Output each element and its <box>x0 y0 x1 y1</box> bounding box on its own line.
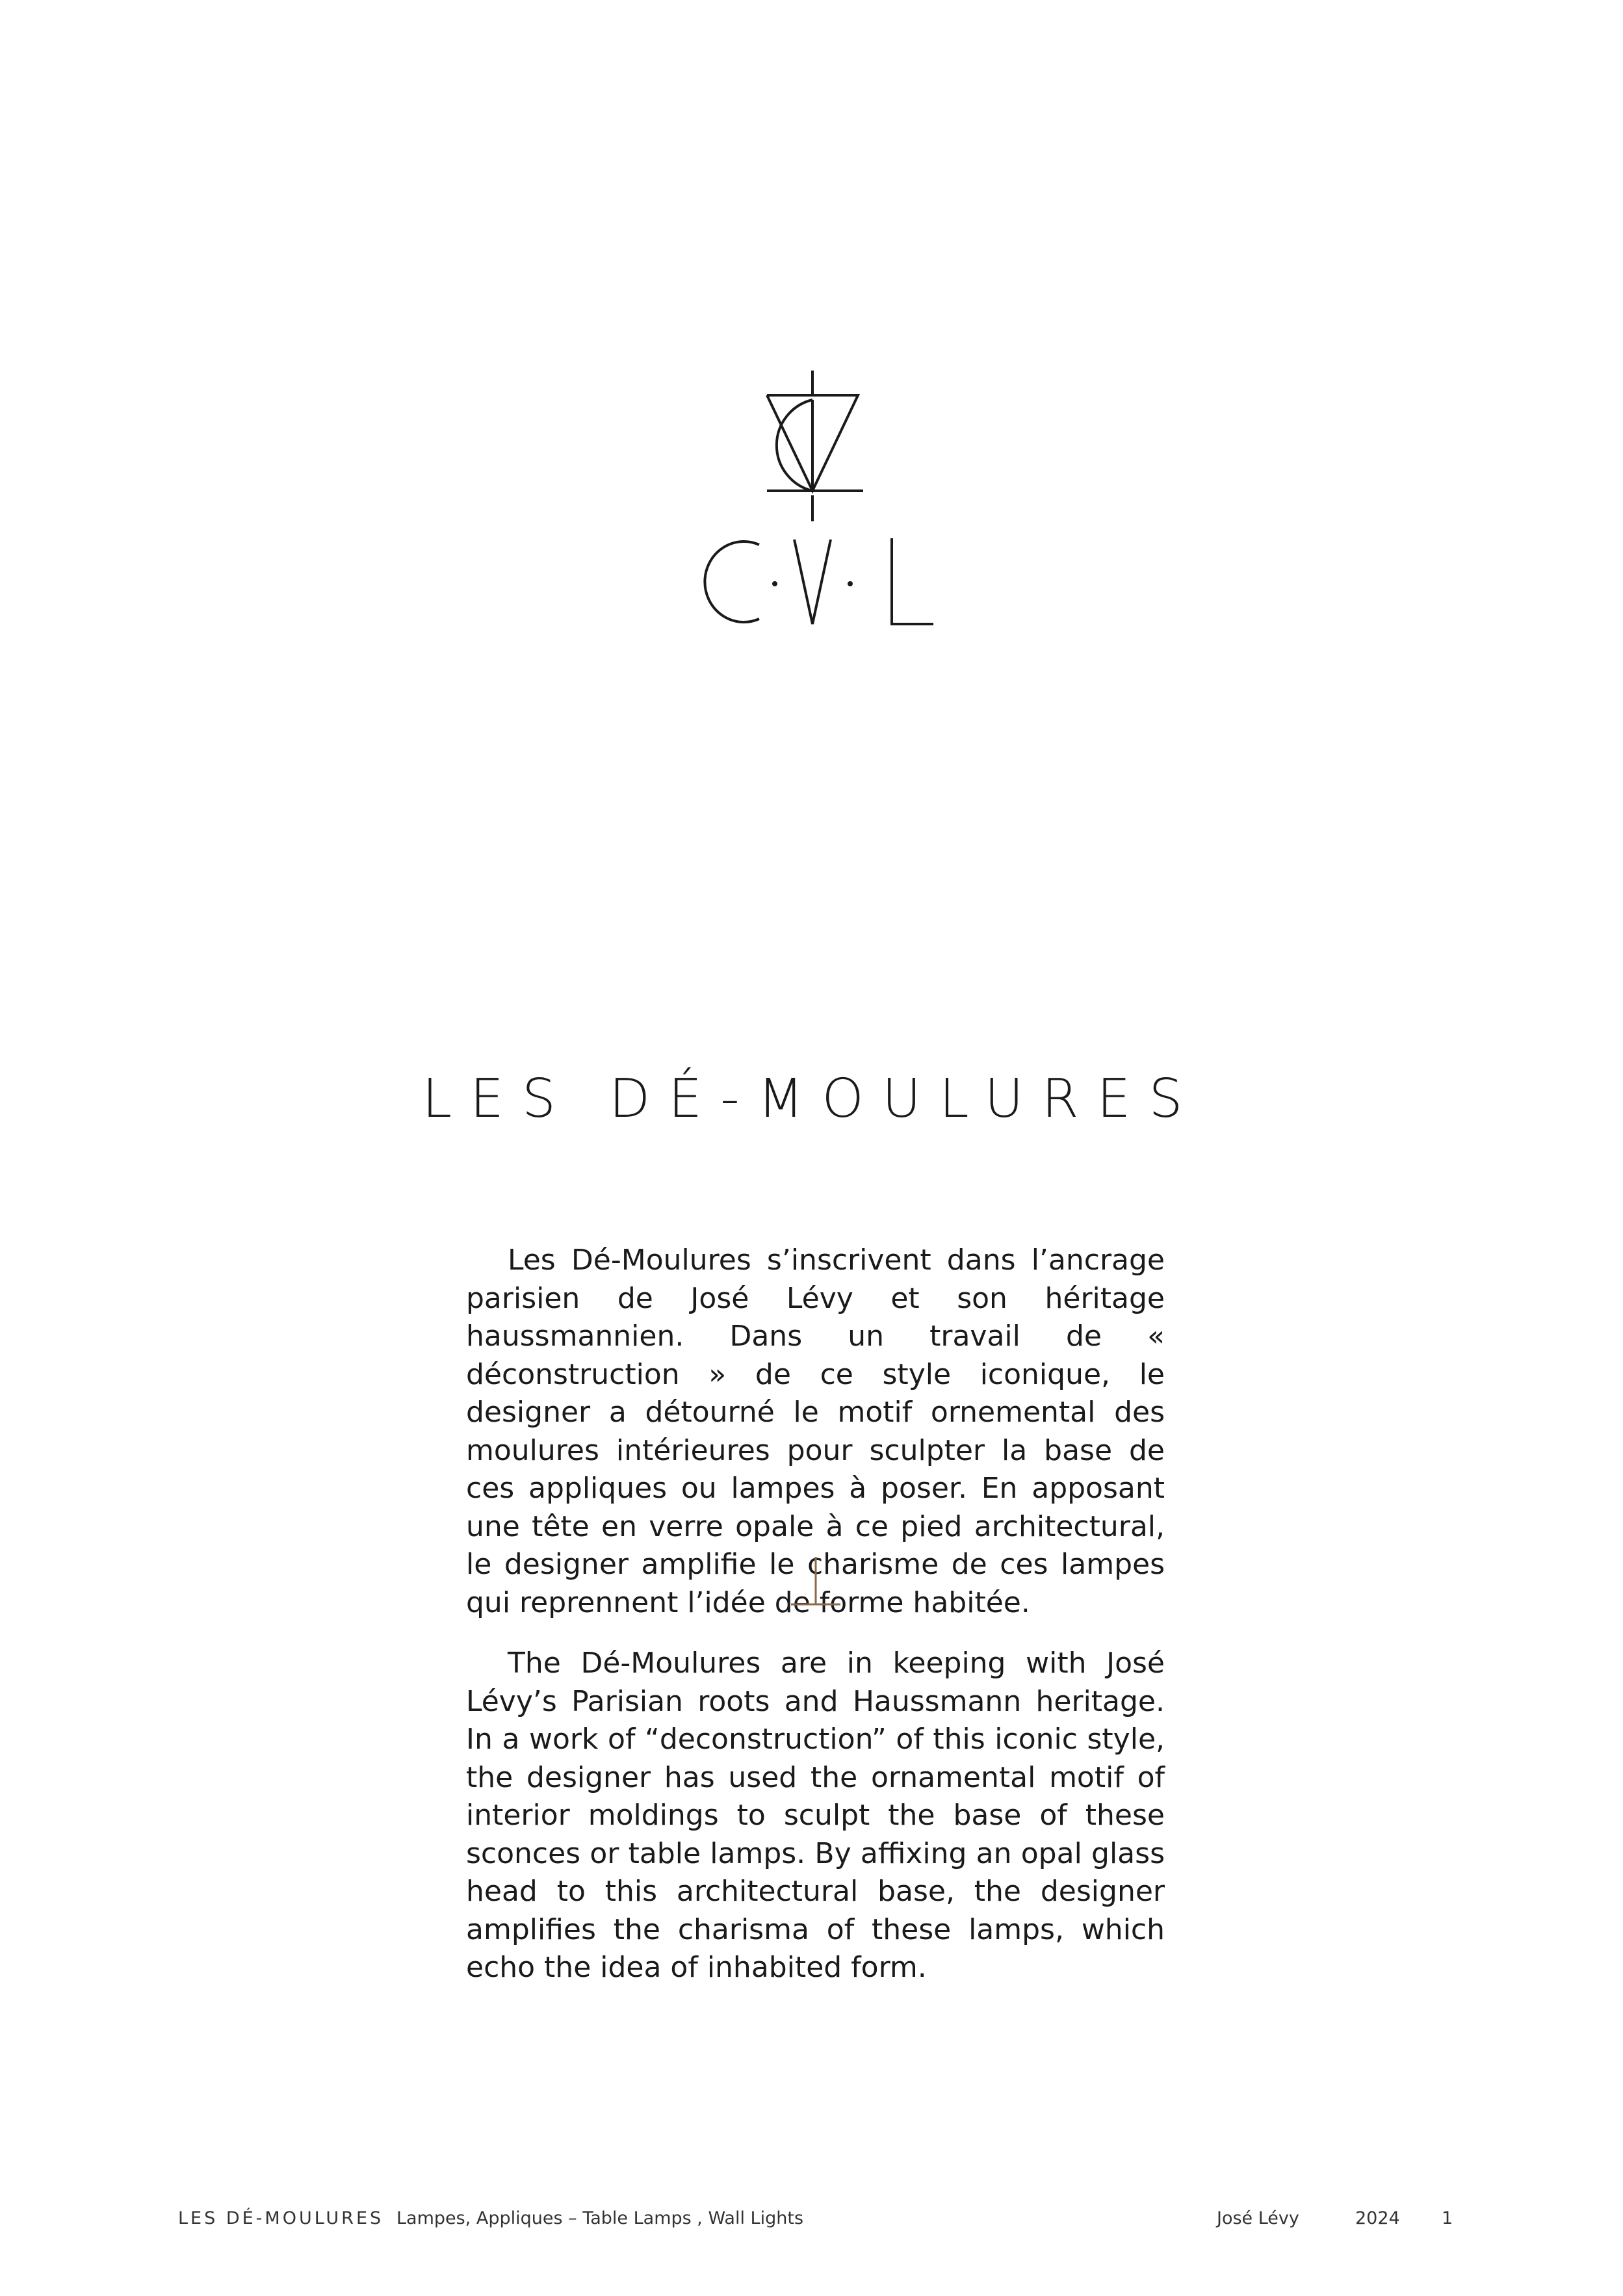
page-number: 1 <box>1442 2208 1453 2228</box>
footer-collection: LES DÉ-MOULURES <box>178 2208 384 2228</box>
body-french: Les Dé-Moulures s’inscrivent dans l’ancrage parisien de José Lévy et son héritage haussmannien. Dans un travail de « déconstruction » de ce style iconique, le designer a détourné le motif ornemental des moulures intérieures pour sculpter la base de ces appliques ou lampes à poser. En apposant une tête en verre opale à ce pied architectural, le designer amplifie le charisme de ces lampes qui reprennent l’idée de forme habitée. <box>466 1244 1165 1619</box>
page-title: LES DÉ-MOULURES <box>422 1068 1201 1130</box>
cvl-monogram-icon <box>682 371 942 644</box>
footer-category: Lampes, Appliques – Table Lamps , Wall Lights <box>396 2208 804 2228</box>
brand-logo <box>682 371 942 644</box>
body-english: The Dé-Moulures are in keeping with José Lévy’s Parisian roots and Haussmann heritage. In a work of “deconstruction” of this iconic style, the designer has used the ornamental motif of interior moldings to sculpt the base of these sconces or table lamps. By affixing an opal glass head to this architectural base, the designer amplifies the charisma of these lamps, which echo the idea of inhabited form. <box>466 1647 1165 1984</box>
footer-author: José Lévy <box>1217 2208 1299 2228</box>
footer-year: 2024 <box>1355 2208 1400 2228</box>
inverted-t-icon <box>790 1557 842 1608</box>
